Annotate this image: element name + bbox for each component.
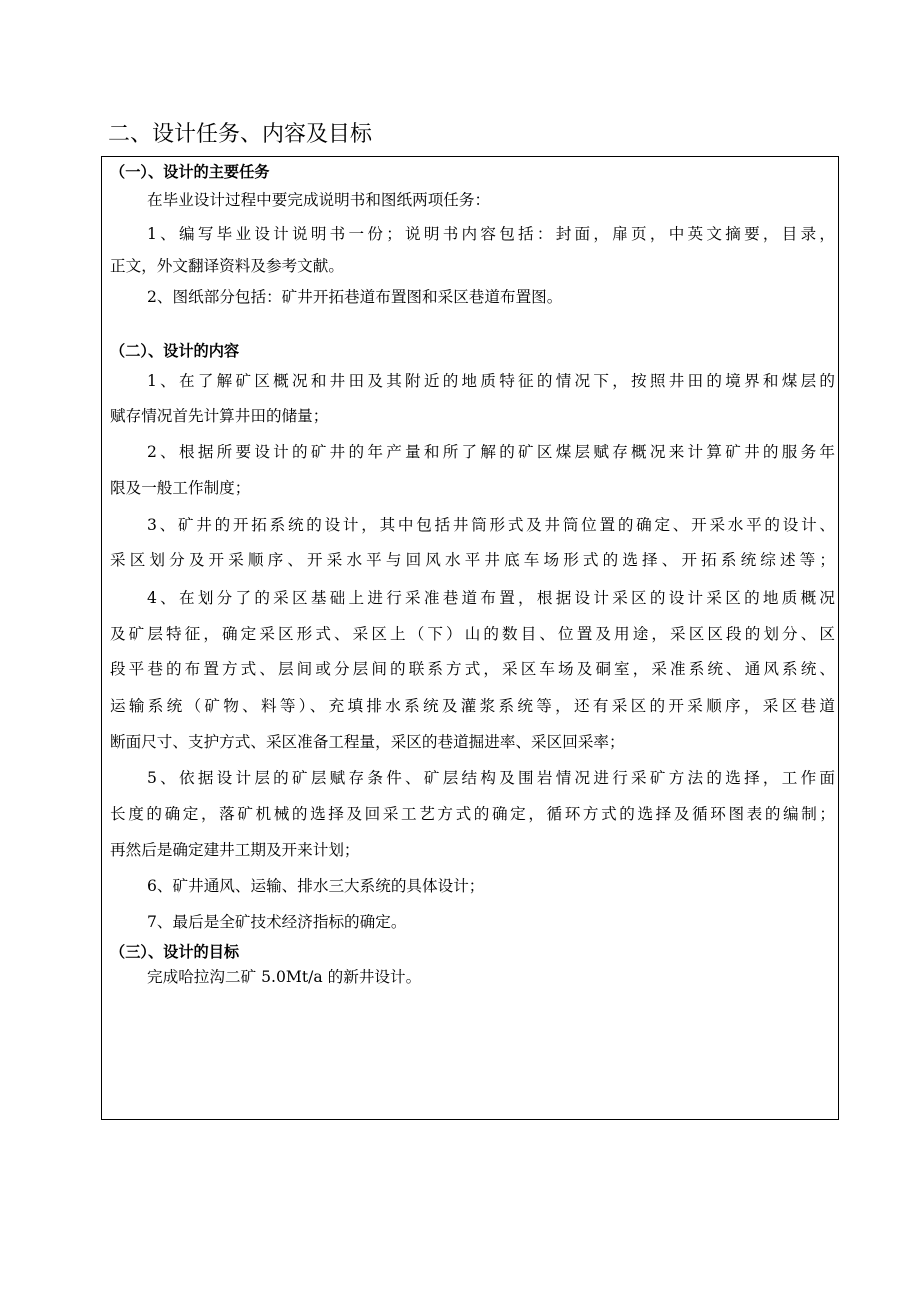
content-item4-line5: 断面尺寸、支护方式、采区准备工程量，采区的巷道掘进率、采区回采率； (110, 733, 625, 751)
content-heading: （二）、设计的内容 (110, 342, 240, 360)
goal-text: 完成哈拉沟二矿 5.0Mt/a 的新井设计。 (147, 968, 422, 986)
tasks-item1-line1: 1、编写毕业设计说明书一份；说明书内容包括：封面，扉页，中英文摘要，目录， (147, 225, 835, 243)
content-item1-line2: 赋存情况首先计算井田的储量； (110, 407, 329, 425)
tasks-item2: 2、图纸部分包括：矿井开拓巷道布置图和采区巷道布置图。 (147, 288, 563, 306)
section-title: 二、设计任务、内容及目标 (108, 122, 373, 147)
goal-heading: （三）、设计的目标 (110, 943, 240, 961)
content-item5-line3: 再然后是确定建井工期及开来计划； (110, 841, 360, 859)
content-item5-line1: 5、依据设计层的矿层赋存条件、矿层结构及围岩情况进行采矿方法的选择，工作面 (147, 769, 835, 787)
content-item6: 6、矿井通风、运输、排水三大系统的具体设计； (147, 877, 485, 895)
content-item4-line3: 段平巷的布置方式、层间或分层间的联系方式，采区车场及硐室，采准系统、通风系统、 (110, 660, 835, 678)
content-item2-line2: 限及一般工作制度； (110, 479, 251, 497)
tasks-item1-line2: 正文，外文翻译资料及参考文献。 (110, 257, 344, 275)
tasks-intro: 在毕业设计过程中要完成说明书和图纸两项任务： (147, 191, 491, 209)
content-item3-line2: 采区划分及开采顺序、开采水平与回风水平井底车场形式的选择、开拓系统综述等； (110, 551, 835, 569)
content-item3-line1: 3、矿井的开拓系统的设计，其中包括井筒形式及井筒位置的确定、开采水平的设计、 (147, 516, 835, 534)
content-item1-line1: 1、在了解矿区概况和井田及其附近的地质特征的情况下，按照井田的境界和煤层的 (147, 372, 835, 390)
content-item7: 7、最后是全矿技术经济指标的确定。 (147, 913, 407, 931)
content-item2-line1: 2、根据所要设计的矿井的年产量和所了解的矿区煤层赋存概况来计算矿井的服务年 (147, 443, 835, 461)
tasks-heading: （一）、设计的主要任务 (110, 163, 270, 181)
content-item5-line2: 长度的确定，落矿机械的选择及回采工艺方式的确定，循环方式的选择及循环图表的编制； (110, 805, 835, 823)
content-item4-line2: 及矿层特征，确定采区形式、采区上（下）山的数目、位置及用途，采区区段的划分、区 (110, 625, 835, 643)
content-item4-line1: 4、在划分了的采区基础上进行采准巷道布置，根据设计采区的设计采区的地质概况 (147, 589, 835, 607)
content-item4-line4: 运输系统（矿物、料等）、充填排水系统及灌浆系统等，还有采区的开采顺序，采区巷道 (110, 697, 835, 715)
